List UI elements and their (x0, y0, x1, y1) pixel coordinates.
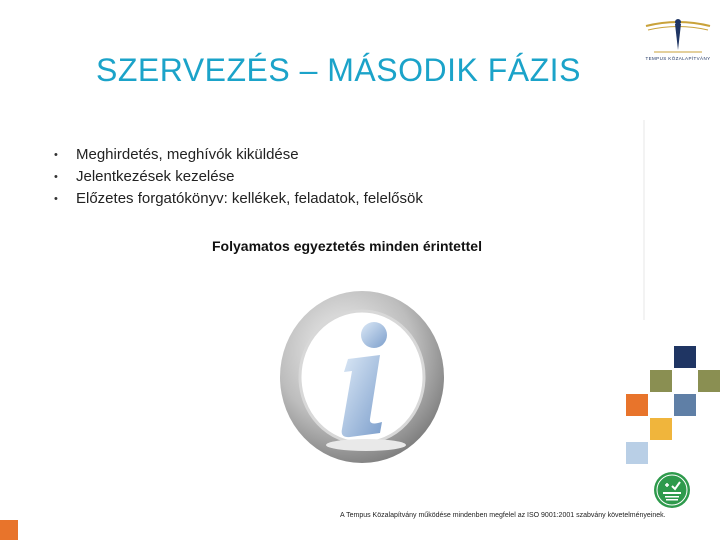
info-icon (270, 285, 450, 465)
decorative-square (626, 394, 648, 416)
decorative-square (626, 442, 648, 464)
bullet-icon: • (54, 149, 58, 161)
bullet-text: Jelentkezések kezelése (76, 168, 235, 185)
tempus-kozalapitvany-logo-icon (640, 12, 716, 64)
tempus-logo (640, 12, 716, 64)
bullet-icon: • (54, 193, 58, 205)
decorative-square (698, 370, 720, 392)
list-item (50, 166, 423, 188)
bullet-icon: • (54, 171, 58, 183)
decorative-divider (643, 120, 645, 320)
list-item (50, 144, 423, 166)
svg-text:TEMPUS KÖZALAPÍTVÁNY: TEMPUS KÖZALAPÍTVÁNY (645, 56, 711, 61)
emphasis-note: Folyamatos egyeztetés minden érintettel (212, 238, 482, 254)
decorative-squares (620, 344, 720, 468)
footer-text: A Tempus Közalapítvány működése mindenben megfelel az ISO 9001:2001 szabvány követelményeinek. (340, 512, 666, 519)
ic-certification-badge-icon (652, 470, 692, 510)
decorative-square (650, 370, 672, 392)
corner-accent (0, 520, 18, 540)
list-item (50, 188, 423, 210)
decorative-square (674, 394, 696, 416)
decorative-square (650, 418, 672, 440)
slide-title: SZERVEZÉS – MÁSODIK FÁZIS (96, 52, 581, 88)
decorative-square (674, 346, 696, 368)
bullet-list (50, 144, 423, 210)
bullet-text: Előzetes forgatókönyv: kellékek, feladatok, felelősök (76, 190, 423, 207)
bullet-text: Meghirdetés, meghívók kiküldése (76, 146, 299, 163)
